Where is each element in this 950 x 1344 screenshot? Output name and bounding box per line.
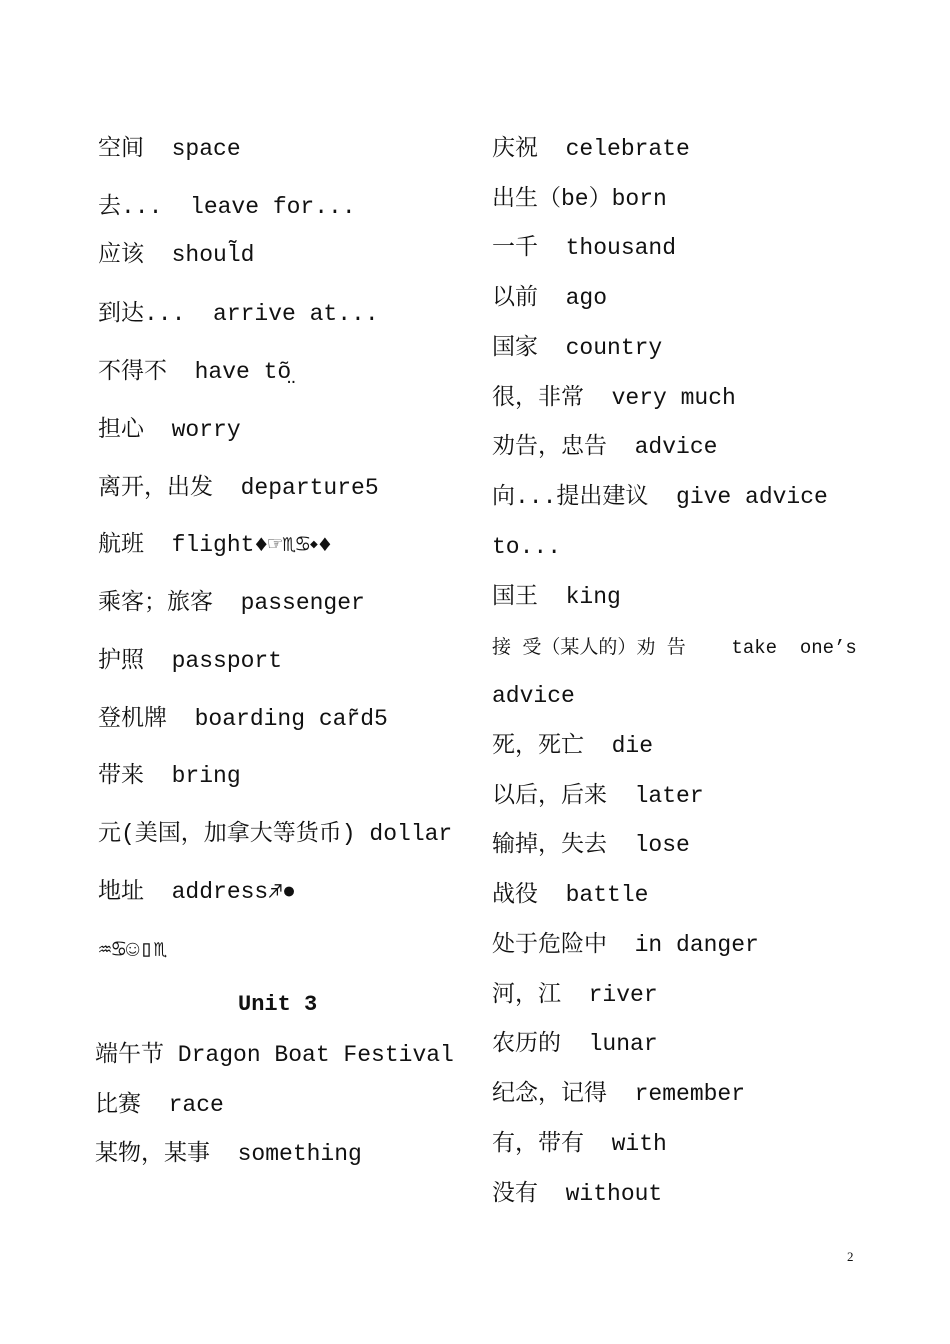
vocab-entry: 地址 address♐●: [98, 879, 296, 905]
vocab-entry: 国王 king: [492, 584, 621, 610]
vocab-entry: 去... leave for...: [98, 194, 356, 220]
vocab-entry: 登机牌 boarding car̃d5: [98, 706, 388, 732]
vocab-entry: 某物，某事 something: [95, 1141, 362, 1167]
vocab-entry: 劝告，忠告 advice: [492, 434, 718, 460]
vocab-entry: 一千 thousand: [492, 235, 677, 261]
vocab-entry: 护照 passport: [98, 648, 283, 674]
vocab-entry: 空间 space: [98, 136, 241, 162]
vocab-entry: 接 受（某人的）劝 告 take one’s: [492, 637, 857, 659]
vocab-entry: 到达... arrive at...: [98, 301, 379, 327]
vocab-entry: 有，带有 with: [492, 1131, 667, 1157]
vocab-entry: 担心 worry: [98, 417, 241, 443]
vocab-entry: 带来 bring: [98, 763, 241, 789]
vocab-entry: 元(美国，加拿大等货币) dollar: [98, 821, 453, 847]
unit-heading: Unit 3: [238, 992, 318, 1017]
vocab-entry: 农历的 lunar: [492, 1031, 658, 1057]
vocab-entry: 国家 country: [492, 335, 663, 361]
vocab-entry: to...: [492, 534, 562, 560]
vocab-entry: 庆祝 celebrate: [492, 136, 690, 162]
vocab-entry: 比赛 race: [95, 1092, 224, 1118]
vocab-entry: 航班 flight♦☞♏♋⬩♦: [98, 532, 332, 558]
vocab-entry: 纪念，记得 remember: [492, 1081, 746, 1107]
vocab-entry: ♒♋☺▯♏: [98, 937, 168, 963]
vocab-entry: 应该 shoul̃d: [98, 242, 255, 268]
vocab-entry: advice: [492, 683, 575, 709]
vocab-entry: 处于危险中 in danger: [492, 932, 759, 958]
vocab-entry: 出生（be）born: [492, 186, 667, 212]
vocab-entry: 离开，出发 departure5: [98, 475, 379, 501]
vocab-entry: 战役 battle: [492, 882, 649, 908]
vocab-entry: 向...提出建议 give advice: [492, 484, 828, 510]
page-number: 2: [847, 1249, 854, 1264]
vocab-entry: 端午节 Dragon Boat Festival: [95, 1042, 454, 1068]
vocab-entry: 不得不 have tõ̤: [98, 359, 292, 385]
vocab-entry: 输掉，失去 lose: [492, 832, 690, 858]
vocab-entry: 很，非常 very much: [492, 385, 736, 411]
vocab-entry: 以后，后来 later: [492, 783, 704, 809]
vocab-entry: 乘客；旅客 passenger: [98, 590, 365, 616]
vocab-entry: 河，江 river: [492, 982, 658, 1008]
vocab-entry: 死，死亡 die: [492, 733, 654, 759]
vocab-entry: 以前 ago: [492, 285, 608, 311]
vocab-entry: 没有 without: [492, 1181, 663, 1207]
